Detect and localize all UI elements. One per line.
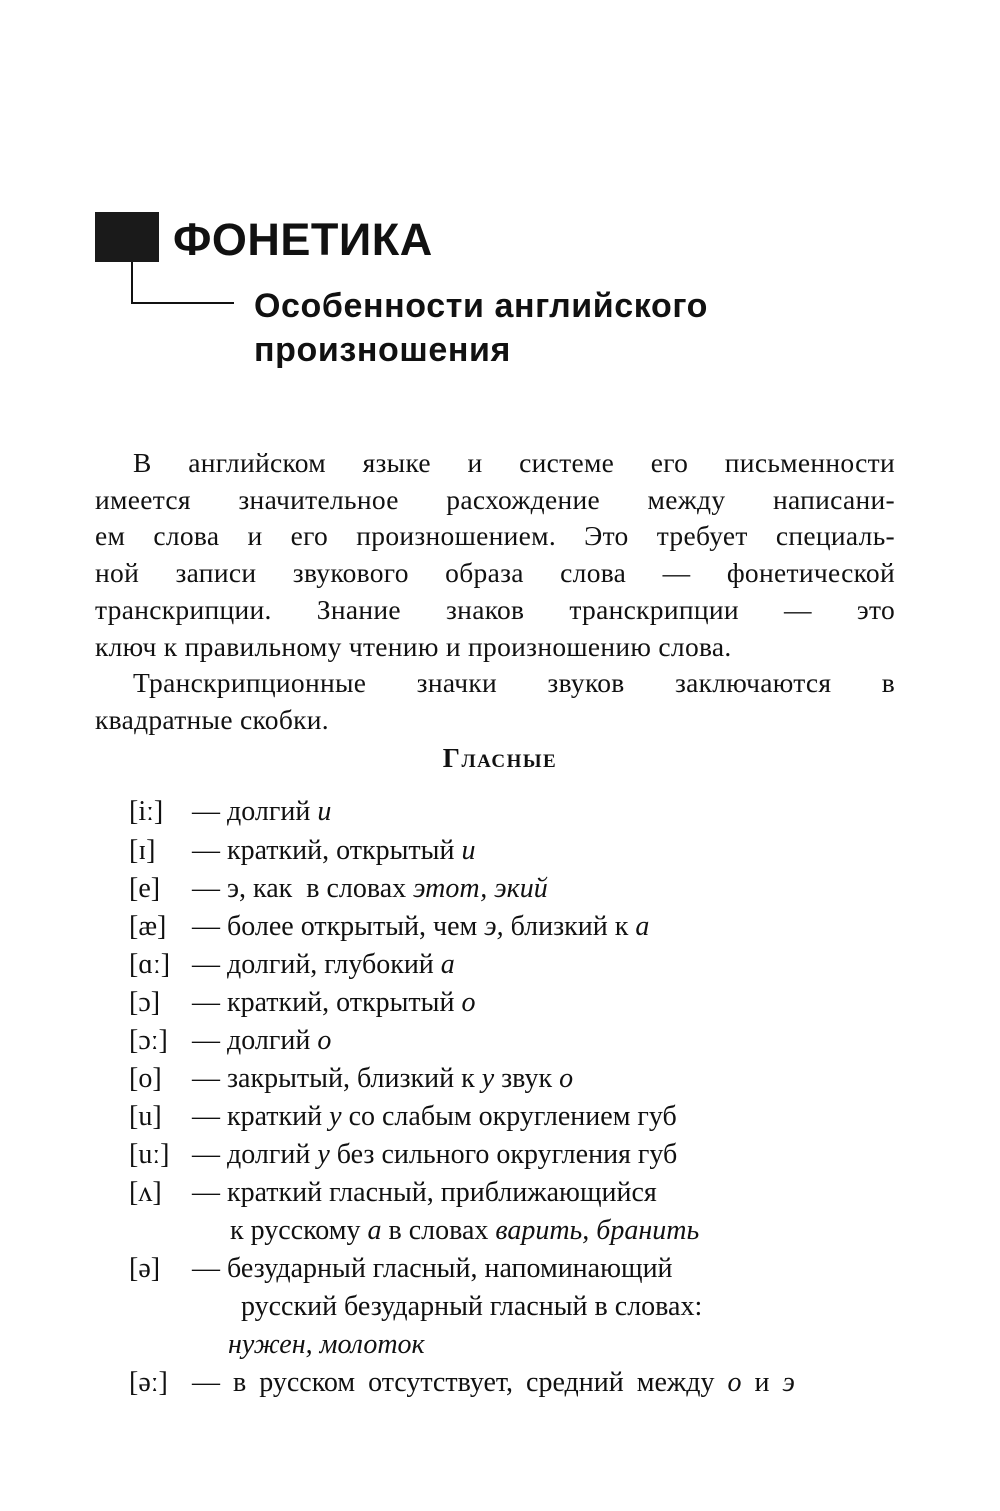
heading-connector-vertical (131, 262, 133, 304)
vowel-symbol: [əː] (129, 1367, 168, 1398)
vowel-row (0, 1022, 1000, 1060)
vowel-symbol: [ɔ] (129, 987, 161, 1018)
vowel-row-continuation (0, 1212, 1000, 1250)
paragraph-line: квадратные скобки. (95, 703, 329, 735)
heading-marker-block (95, 212, 159, 262)
vowel-example-words: нужен, молоток (228, 1329, 425, 1360)
vowel-description: — э, как в словах этот, экий (192, 873, 548, 904)
vowel-description-continuation: к русскому а в словах варить, бранить (230, 1215, 700, 1246)
vowel-row (0, 1136, 1000, 1174)
paragraph-line: Транскрипционные значки звуков заключаются в (133, 667, 895, 698)
vowel-description: — безударный гласный, напоминающий (192, 1253, 673, 1284)
vowel-row-continuation (0, 1288, 1000, 1326)
vowel-description: — более открытый, чем э, близкий к а (192, 911, 650, 942)
chapter-title: ФОНЕТИКА (173, 214, 433, 265)
vowel-symbol: [o] (129, 1063, 162, 1094)
vowel-row (0, 1174, 1000, 1212)
vowel-symbol: [ɑː] (129, 949, 171, 980)
vowel-symbol: [ɪ] (129, 835, 156, 866)
vowel-description: — долгий, глубокий а (192, 949, 455, 980)
vowel-description: — краткий, открытый и (192, 835, 476, 866)
paragraph-line: ключ к правильному чтению и произношению слова. (95, 630, 732, 662)
paragraph-line: транскрипции. Знание знаков транскрипции — это (95, 593, 895, 625)
vowel-symbol: [æ] (129, 911, 167, 942)
vowel-symbol: [iː] (129, 796, 164, 827)
vowel-symbol: [ʌ] (129, 1177, 162, 1208)
subtitle-line-1: Особенности английского (254, 287, 709, 325)
vowel-description: — долгий и (192, 796, 332, 827)
vowel-description: — долгий о (192, 1025, 332, 1056)
paragraph-line: ной записи звукового образа слова — фонетической (95, 557, 895, 589)
vowel-description: — краткий, открытый о (192, 987, 476, 1018)
vowel-row-continuation (0, 1326, 1000, 1364)
vowel-row (0, 1060, 1000, 1098)
vowel-symbol: [e] (129, 873, 161, 904)
vowel-symbol: [ɔː] (129, 1025, 168, 1056)
vowel-description: — краткий гласный, приближающийся (192, 1177, 657, 1208)
vowel-description: — закрытый, близкий к у звук о (192, 1063, 574, 1094)
section-subtitle (254, 284, 708, 372)
vowel-row (0, 946, 1000, 984)
vowel-row (0, 984, 1000, 1022)
vowel-row (0, 908, 1000, 946)
vowel-row (0, 1364, 1000, 1402)
subtitle-line-2: произношения (254, 331, 511, 369)
intro-paragraph-2 (95, 665, 895, 738)
vowel-row (0, 793, 1000, 831)
paragraph-line: ем слова и его произношением. Это требует специаль- (95, 520, 895, 552)
vowel-description: — краткий у со слабым округлением губ (192, 1101, 677, 1132)
paragraph-line: имеется значительное расхождение между написани- (95, 483, 895, 515)
vowel-row (0, 1250, 1000, 1288)
vowel-description: — долгий у без сильного округления губ (192, 1139, 678, 1170)
vowel-symbol: [uː] (129, 1139, 170, 1170)
heading-connector-horizontal (131, 302, 234, 304)
vowel-row (0, 870, 1000, 908)
intro-paragraph-1 (95, 445, 895, 665)
vowel-symbol: [ə] (129, 1253, 161, 1284)
paragraph-line: В английском языке и системе его письменности (133, 447, 895, 478)
vowel-description: — в русском отсутствует, средний между о и э (192, 1367, 795, 1398)
vowel-symbol: [u] (129, 1101, 162, 1132)
vowels-section-title: Гласные (442, 743, 558, 773)
vowel-row (0, 832, 1000, 870)
vowel-row (0, 1098, 1000, 1136)
vowel-description-continuation: русский безударный гласный в словах: (241, 1291, 703, 1322)
